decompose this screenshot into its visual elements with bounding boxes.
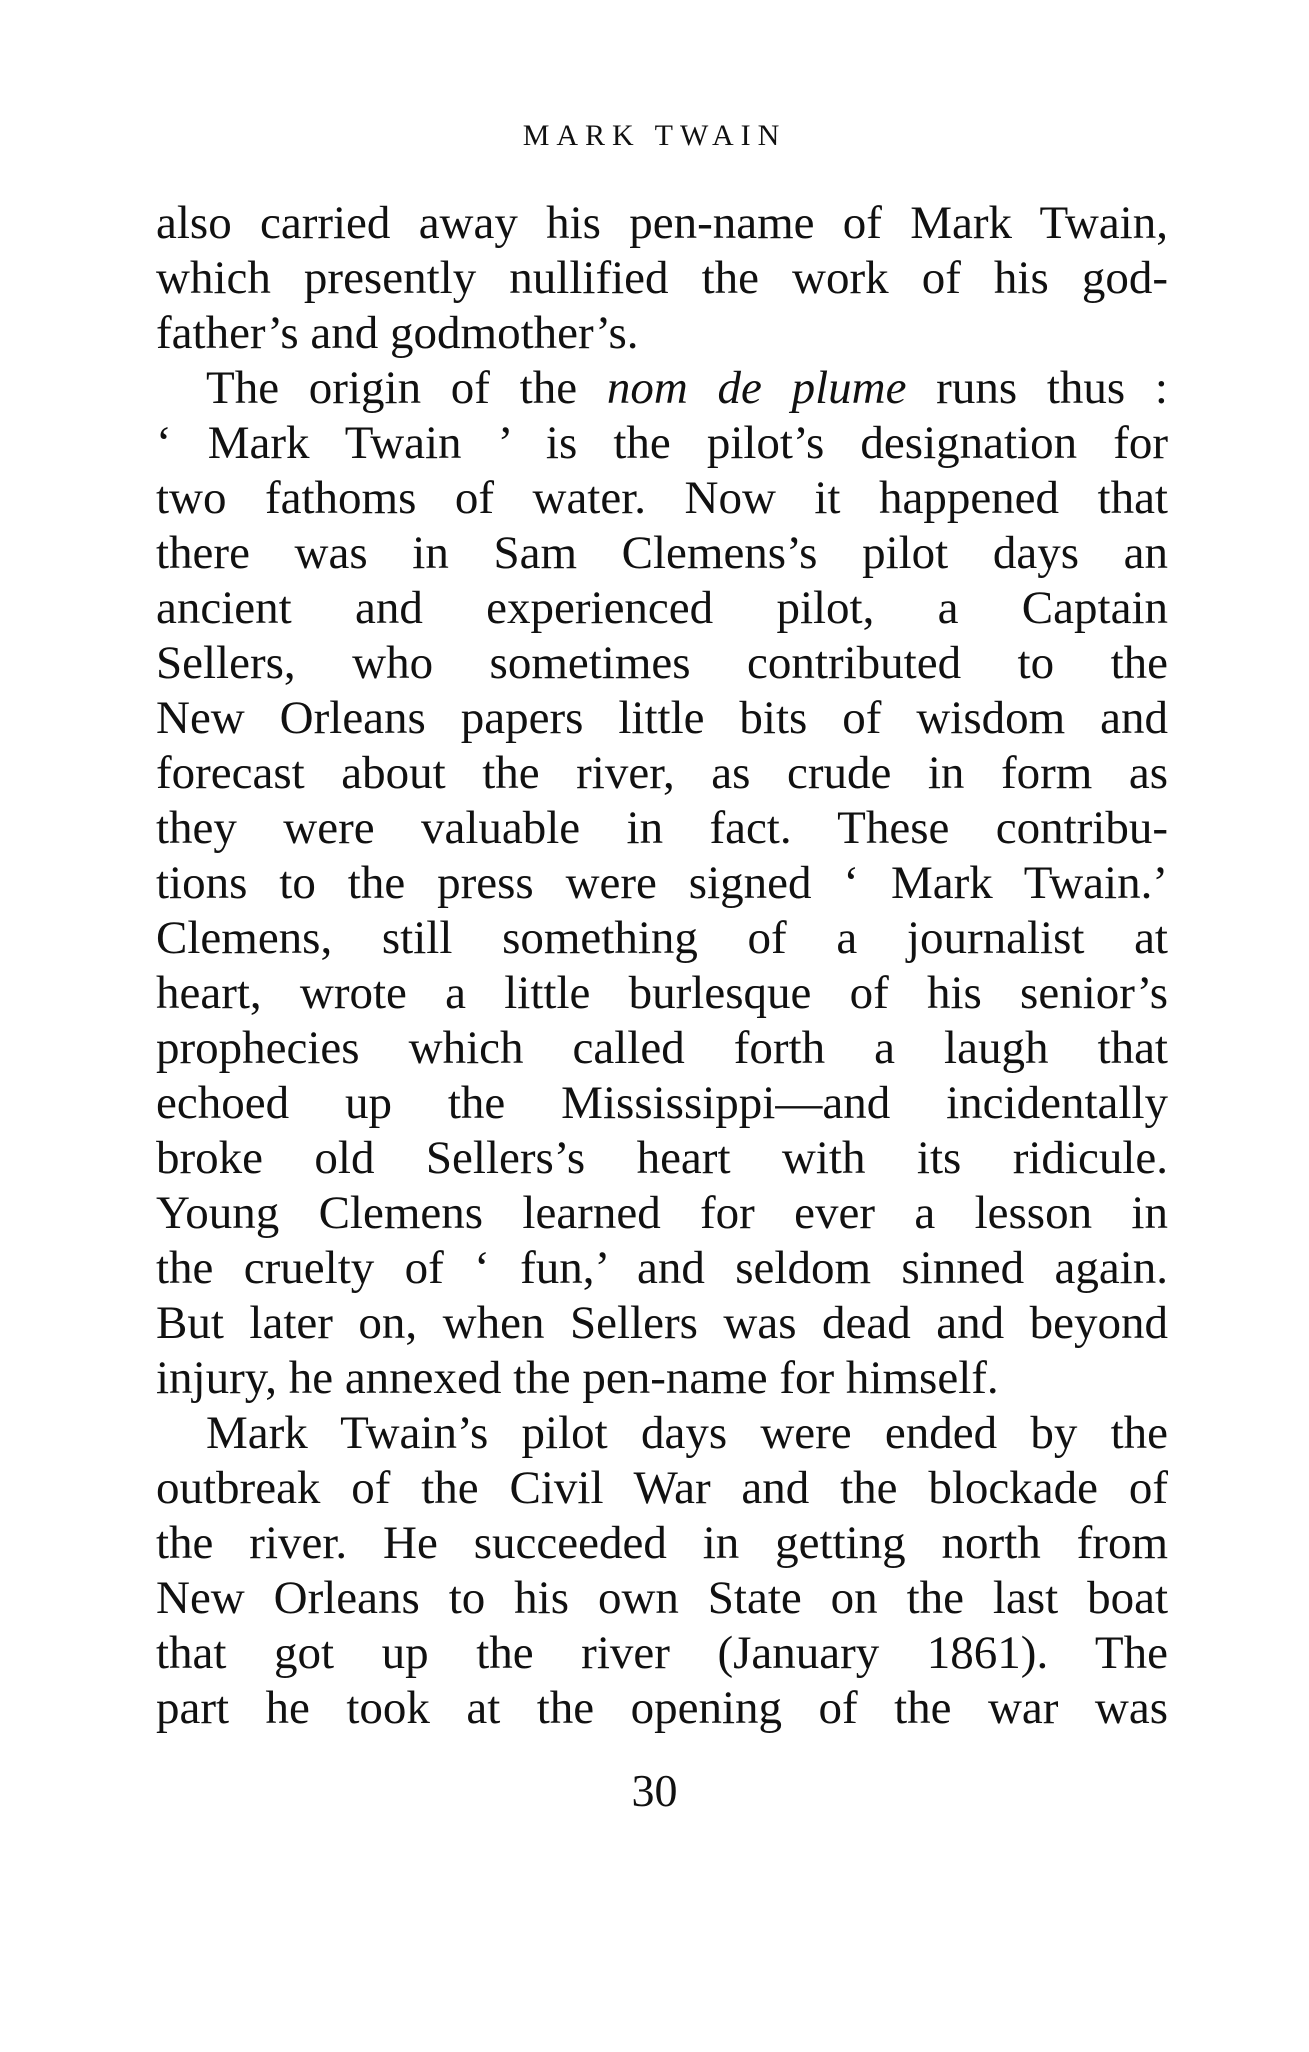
text-line: which presently nullified the work of his god- [156, 252, 1168, 304]
text-line: The origin of the nom de plume runs thus : [206, 362, 1168, 414]
text-line: New Orleans papers little bits of wisdom and [156, 692, 1168, 744]
italic-phrase: nom de plume [606, 362, 907, 414]
text-line: prophecies which called forth a laugh that [156, 1022, 1168, 1074]
running-head: MARK TWAIN [522, 119, 787, 152]
text-line: Young Clemens learned for ever a lesson in [156, 1187, 1168, 1239]
text-line: also carried away his pen-name of Mark Twain, [156, 197, 1168, 249]
text-line: two fathoms of water. Now it happened that [156, 472, 1168, 524]
text-line: the cruelty of ‘ fun,’ and seldom sinned again. [156, 1242, 1168, 1294]
text-line: that got up the river (January 1861). The [156, 1627, 1168, 1679]
page-number: 30 [631, 1765, 678, 1816]
text-line: injury, he annexed the pen-name for himself. [156, 1352, 999, 1404]
text-line: Clemens, still something of a journalist at [156, 912, 1168, 964]
text-line: broke old Sellers’s heart with its ridicule. [156, 1132, 1168, 1184]
text-line: echoed up the Mississippi—and incidentally [156, 1077, 1168, 1129]
text-line: But later on, when Sellers was dead and beyond [156, 1297, 1168, 1349]
text-line: Sellers, who sometimes contributed to the [156, 637, 1168, 689]
body-text [156, 196, 1168, 1736]
text-line: there was in Sam Clemens’s pilot days an [156, 527, 1168, 579]
text-line: New Orleans to his own State on the last boat [156, 1572, 1168, 1624]
text-line: Mark Twain’s pilot days were ended by the [206, 1407, 1168, 1459]
text-line: tions to the press were signed ‘ Mark Twain.’ [156, 857, 1168, 909]
text-line: the river. He succeeded in getting north from [156, 1517, 1168, 1569]
text-line: part he took at the opening of the war was [156, 1682, 1168, 1734]
text-line: forecast about the river, as crude in form as [156, 747, 1168, 799]
text-line: ‘ Mark Twain ’ is the pilot’s designation for [156, 417, 1168, 469]
text-line: heart, wrote a little burlesque of his senior’s [156, 967, 1168, 1019]
text-line: father’s and godmother’s. [156, 307, 639, 359]
text-line: they were valuable in fact. These contribu- [156, 802, 1168, 854]
text-line: ancient and experienced pilot, a Captain [156, 582, 1168, 634]
text-line: outbreak of the Civil War and the blockade of [156, 1462, 1168, 1514]
